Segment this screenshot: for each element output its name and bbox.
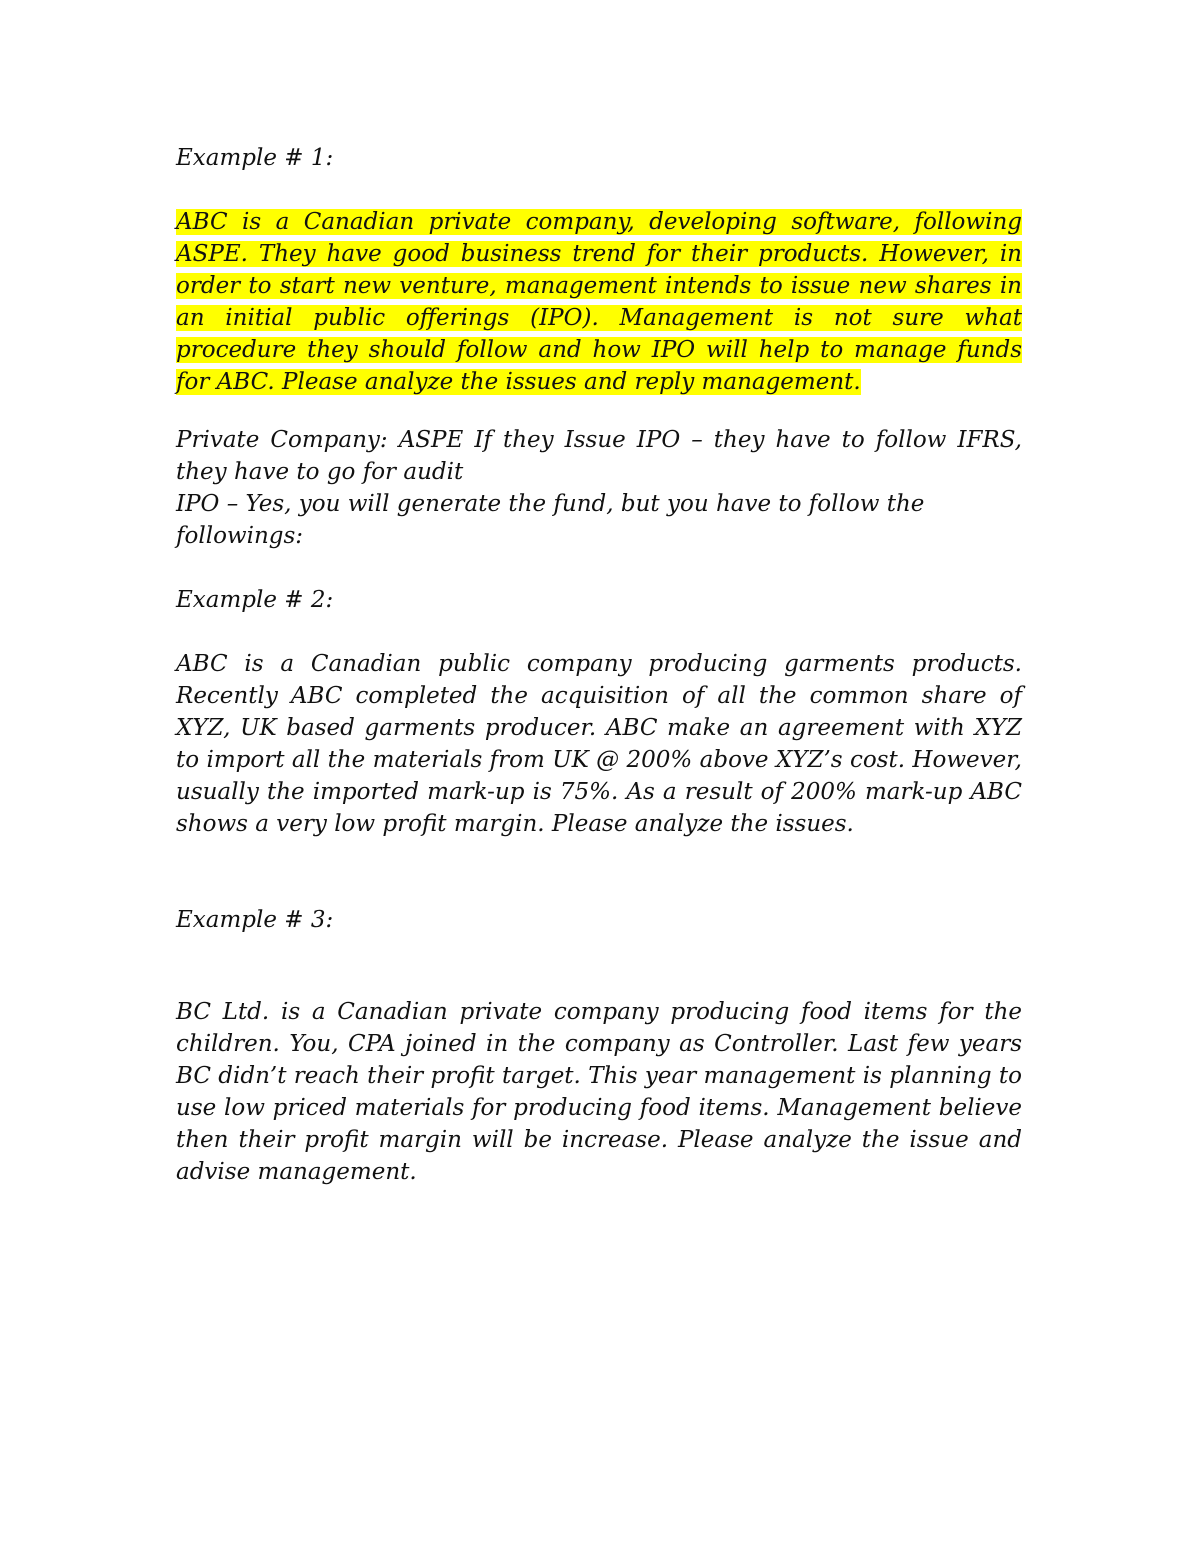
- example-1-paragraph: [176, 206, 1022, 398]
- example-1-heading: Example # 1:: [176, 145, 334, 171]
- example-1-note-2: IPO – Yes, you will generate the fund, but you have to follow the followings:: [176, 491, 925, 549]
- highlighted-text: ABC is a Canadian private company, developing software, following ASPE. They have good business trend for their products. However, in order to start new venture, management intends to issue new shares in an initial public offerings (IPO). Management is not sure what procedure they should follow and how IPO will help to manage funds for ABC. Please analyze the issues and reply management.: [176, 209, 1022, 395]
- example-2-paragraph: ABC is a Canadian public company producing garments products. Recently ABC completed the acquisition of all the common share of XYZ, UK based garments producer. ABC make an agreement with XYZ to import all the materials from UK @ 200% above XYZ’s cost. However, usually the imported mark-up is 75%. As a result of 200% mark-up ABC shows a very low profit margin. Please analyze the issues.: [176, 651, 1022, 837]
- example-3-paragraph: BC Ltd. is a Canadian private company producing food items for the children. You, CPA joined in the company as Controller. Last few years BC didn’t reach their profit target. This year management is planning to use low priced materials for producing food items. Management believe then their profit margin will be increase. Please analyze the issue and advise management.: [176, 999, 1022, 1185]
- example-2-heading: Example # 2:: [176, 587, 334, 613]
- example-1-note-1: Private Company: ASPE If they Issue IPO – they have to follow IFRS, they have to go for audit: [176, 427, 1022, 485]
- example-3-heading: Example # 3:: [176, 907, 334, 933]
- document-content: [176, 142, 1022, 1188]
